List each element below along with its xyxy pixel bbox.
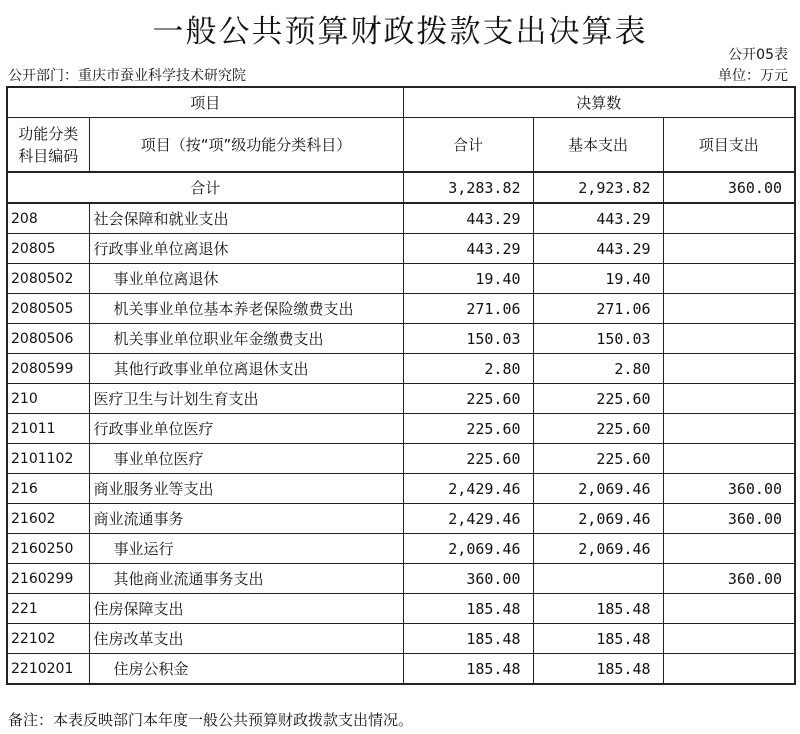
row-project — [663, 264, 795, 294]
row-name: 机关事业单位基本养老保险缴费支出 — [89, 294, 403, 324]
row-project — [663, 594, 795, 624]
header-project-expense: 项目支出 — [663, 118, 795, 173]
row-code: 2160250 — [7, 534, 89, 564]
row-basic: 271.06 — [533, 294, 663, 324]
row-code: 2080502 — [7, 264, 89, 294]
table-row — [7, 384, 795, 414]
row-code: 210 — [7, 384, 89, 414]
row-name: 机关事业单位职业年金缴费支出 — [89, 324, 403, 354]
row-code: 208 — [7, 203, 89, 234]
row-name: 医疗卫生与计划生育支出 — [89, 384, 403, 414]
row-project — [663, 203, 795, 234]
header-total: 合计 — [403, 118, 533, 173]
row-code: 2160299 — [7, 564, 89, 594]
table-row — [7, 264, 795, 294]
row-basic: 2,069.46 — [533, 534, 663, 564]
row-code: 2080505 — [7, 294, 89, 324]
row-code: 21602 — [7, 504, 89, 534]
row-name: 商业流通事务 — [89, 504, 403, 534]
row-total: 443.29 — [403, 203, 533, 234]
expenditure-table — [6, 86, 796, 685]
row-project: 360.00 — [663, 564, 795, 594]
row-name: 商业服务业等支出 — [89, 474, 403, 504]
row-name: 事业单位离退休 — [89, 264, 403, 294]
row-basic: 185.48 — [533, 624, 663, 654]
row-basic: 2.80 — [533, 354, 663, 384]
row-basic — [533, 564, 663, 594]
row-project — [663, 654, 795, 685]
row-project — [663, 234, 795, 264]
table-row — [7, 624, 795, 654]
row-code: 2080506 — [7, 324, 89, 354]
row-basic: 2,069.46 — [533, 504, 663, 534]
row-name: 事业单位医疗 — [89, 444, 403, 474]
table-row — [7, 203, 795, 234]
table-row — [7, 564, 795, 594]
row-project — [663, 384, 795, 414]
footnote: 备注：本表反映部门本年度一般公共预算财政拨款支出情况。 — [8, 711, 414, 729]
header-code — [7, 118, 89, 173]
table-row — [7, 324, 795, 354]
row-basic: 19.40 — [533, 264, 663, 294]
row-basic: 225.60 — [533, 414, 663, 444]
row-code: 20805 — [7, 234, 89, 264]
row-code: 2101102 — [7, 444, 89, 474]
row-name: 住房改革支出 — [89, 624, 403, 654]
total-total: 3,283.82 — [403, 172, 533, 203]
row-name: 其他商业流通事务支出 — [89, 564, 403, 594]
row-basic: 225.60 — [533, 384, 663, 414]
row-basic: 185.48 — [533, 654, 663, 685]
row-total: 185.48 — [403, 624, 533, 654]
row-basic: 443.29 — [533, 234, 663, 264]
row-name: 社会保障和就业支出 — [89, 203, 403, 234]
page-title: 一般公共预算财政拨款支出决算表 — [152, 14, 648, 50]
unit-label: 单位：万元 — [718, 68, 788, 84]
row-total: 443.29 — [403, 234, 533, 264]
table-row — [7, 504, 795, 534]
row-name: 住房保障支出 — [89, 594, 403, 624]
row-total: 2,429.46 — [403, 504, 533, 534]
row-total: 185.48 — [403, 654, 533, 685]
row-name: 行政事业单位离退休 — [89, 234, 403, 264]
row-code: 21011 — [7, 414, 89, 444]
table-row — [7, 474, 795, 504]
row-basic: 443.29 — [533, 203, 663, 234]
row-code: 2210201 — [7, 654, 89, 685]
row-code: 216 — [7, 474, 89, 504]
row-total: 2,069.46 — [403, 534, 533, 564]
row-project — [663, 624, 795, 654]
total-project: 360.00 — [663, 172, 795, 203]
row-total: 2,429.46 — [403, 474, 533, 504]
row-project — [663, 294, 795, 324]
row-name: 其他行政事业单位离退休支出 — [89, 354, 403, 384]
row-project — [663, 534, 795, 564]
total-label: 合计 — [7, 172, 403, 203]
row-total: 225.60 — [403, 414, 533, 444]
table-row — [7, 594, 795, 624]
row-code: 221 — [7, 594, 89, 624]
table-row — [7, 354, 795, 384]
row-basic: 225.60 — [533, 444, 663, 474]
row-code: 2080599 — [7, 354, 89, 384]
row-project — [663, 354, 795, 384]
header-project: 项目 — [7, 87, 403, 118]
total-row — [7, 172, 795, 203]
table-row — [7, 534, 795, 564]
header-final-amount: 决算数 — [403, 87, 795, 118]
table-row — [7, 234, 795, 264]
row-code: 22102 — [7, 624, 89, 654]
row-total: 271.06 — [403, 294, 533, 324]
header-item: 项目（按“项”级功能分类科目） — [89, 118, 403, 173]
table-row — [7, 294, 795, 324]
header-code-line1: 功能分类 — [18, 124, 79, 143]
row-project — [663, 444, 795, 474]
row-project: 360.00 — [663, 504, 795, 534]
table-row — [7, 654, 795, 685]
row-total: 2.80 — [403, 354, 533, 384]
row-project — [663, 414, 795, 444]
row-project — [663, 324, 795, 354]
row-total: 360.00 — [403, 564, 533, 594]
row-basic: 2,069.46 — [533, 474, 663, 504]
row-basic: 150.03 — [533, 324, 663, 354]
row-total: 185.48 — [403, 594, 533, 624]
row-total: 225.60 — [403, 384, 533, 414]
row-name: 行政事业单位医疗 — [89, 414, 403, 444]
header-basic: 基本支出 — [533, 118, 663, 173]
row-total: 19.40 — [403, 264, 533, 294]
department-label: 公开部门：重庆市蚕业科学技术研究院 — [8, 68, 246, 84]
row-total: 150.03 — [403, 324, 533, 354]
row-name: 住房公积金 — [89, 654, 403, 685]
table-row — [7, 414, 795, 444]
row-total: 225.60 — [403, 444, 533, 474]
total-basic: 2,923.82 — [533, 172, 663, 203]
row-name: 事业运行 — [89, 534, 403, 564]
form-number: 公开05表 — [728, 47, 788, 63]
table-row — [7, 444, 795, 474]
row-project: 360.00 — [663, 474, 795, 504]
row-basic: 185.48 — [533, 594, 663, 624]
header-code-line2: 科目编码 — [18, 146, 79, 165]
